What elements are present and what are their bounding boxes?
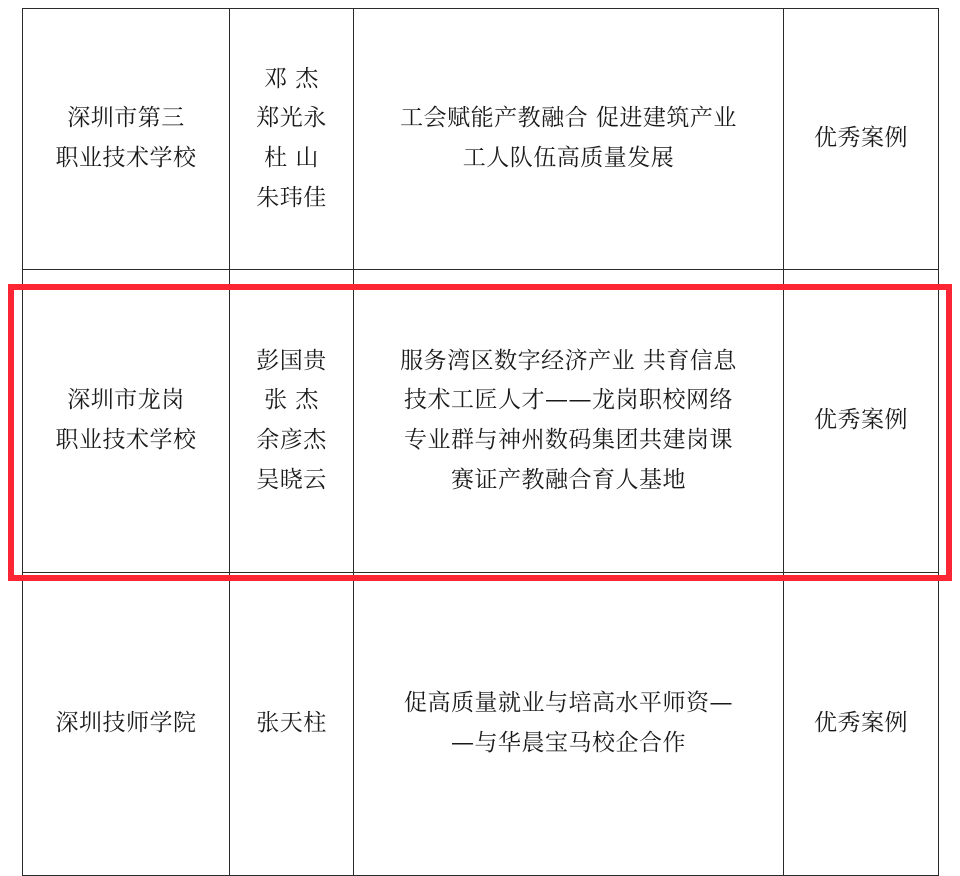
person-name: 张天柱 <box>256 710 327 737</box>
title-line: 专业群与神州数码集团共建岗课 <box>404 427 733 453</box>
person-name: 郑光永 <box>256 105 327 132</box>
award-table <box>22 8 939 876</box>
title-line: 技术工匠人才——龙岗职校网络 <box>404 387 733 414</box>
cell-award: 优秀案例 <box>784 573 939 876</box>
person-name: 邓 杰 <box>264 65 319 92</box>
cell-award: 优秀案例 <box>784 270 939 573</box>
person-name: 朱玮佳 <box>256 184 327 211</box>
person-name: 吴晓云 <box>256 466 327 493</box>
table-row <box>23 573 939 876</box>
cell-names <box>230 270 354 573</box>
title-line: 赛证产教融合育人基地 <box>451 466 686 493</box>
title-line: 促高质量就业与培高水平师资— <box>404 690 733 717</box>
person-name: 彭国贵 <box>256 347 327 374</box>
cell-school <box>23 9 230 270</box>
school-line: 职业技术学校 <box>55 427 197 453</box>
cell-names <box>230 573 354 876</box>
school-line: 深圳市龙岗 <box>67 387 185 414</box>
cell-title <box>354 9 784 270</box>
person-name: 杜 山 <box>264 145 319 171</box>
cell-names <box>230 9 354 270</box>
title-line: 工会赋能产教融合 促进建筑产业 <box>400 105 737 132</box>
title-line: —与华晨宝马校企合作 <box>451 730 686 756</box>
person-name: 张 杰 <box>264 387 319 414</box>
title-line: 工人队伍高质量发展 <box>462 145 675 171</box>
school-line: 深圳技师学院 <box>55 710 197 737</box>
table-row <box>23 270 939 573</box>
person-name: 余彦杰 <box>256 427 327 453</box>
school-line: 深圳市第三 <box>67 105 185 132</box>
cell-title <box>354 270 784 573</box>
cell-award: 优秀案例 <box>784 9 939 270</box>
title-line: 服务湾区数字经济产业 共育信息 <box>400 347 737 374</box>
school-line: 职业技术学校 <box>55 145 197 171</box>
table-row <box>23 9 939 270</box>
cell-title <box>354 573 784 876</box>
cell-school <box>23 573 230 876</box>
cell-school <box>23 270 230 573</box>
